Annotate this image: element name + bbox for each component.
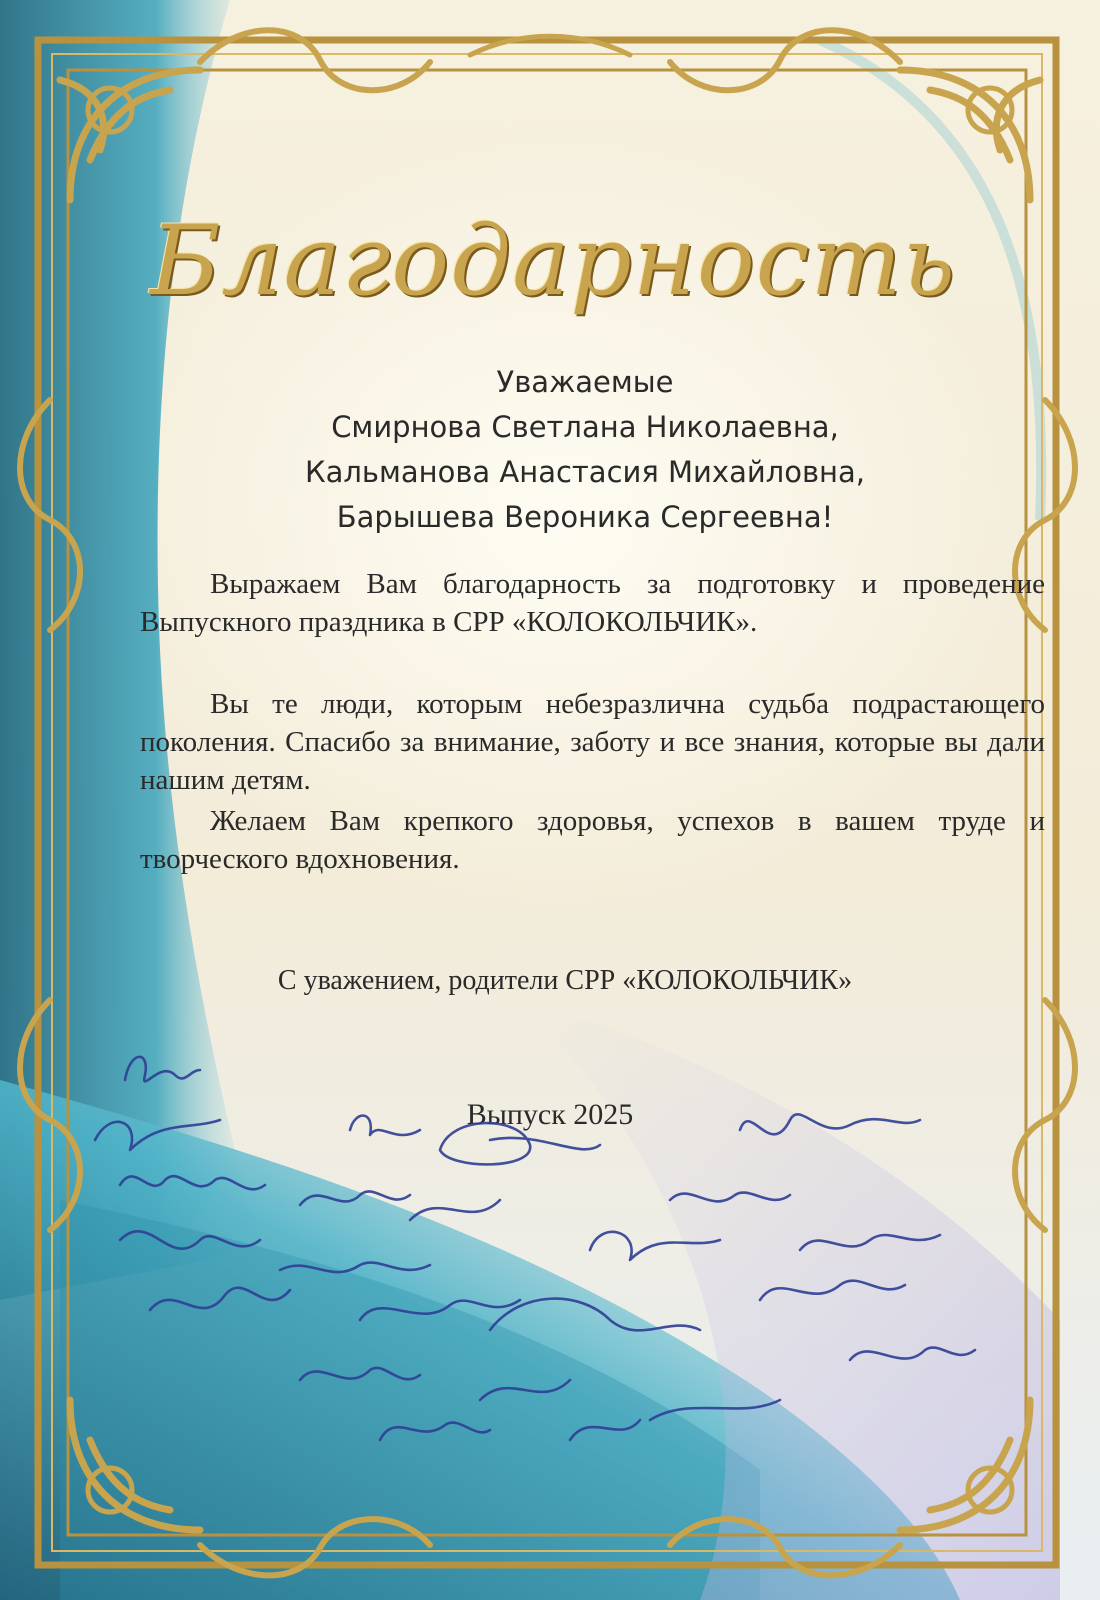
signature (300, 1368, 420, 1380)
signature (760, 1281, 905, 1300)
signature (280, 1263, 430, 1273)
paragraph-gratitude: Выражаем Вам благодарность за подготовку и проведение Выпускного праздника в СРР «КОЛОКОЛЬЧИК». (140, 568, 1045, 638)
signature (350, 1116, 420, 1135)
signature (300, 1191, 410, 1205)
release-year: Выпуск 2025 (466, 1098, 634, 1131)
signature (740, 1114, 920, 1134)
signature (670, 1193, 790, 1202)
signature (125, 1057, 200, 1082)
signature (480, 1380, 570, 1400)
recipient-name: Барышева Вероника Сергеевна! (336, 500, 834, 534)
signature (150, 1288, 290, 1310)
signature (380, 1423, 490, 1440)
signature (120, 1231, 260, 1248)
recipient-name: Смирнова Светлана Николаевна, (331, 410, 839, 444)
signature (850, 1348, 975, 1360)
signature (490, 1299, 700, 1331)
regards-line: С уважением, родители СРР «КОЛОКОЛЬЧИК» (277, 965, 853, 996)
signature (360, 1300, 520, 1320)
signature (440, 1123, 600, 1164)
signature (800, 1235, 940, 1250)
signature (590, 1232, 720, 1260)
signature (410, 1200, 500, 1220)
greeting: Уважаемые (496, 365, 674, 399)
signature (95, 1120, 220, 1150)
signature (120, 1176, 265, 1189)
signature (570, 1400, 780, 1440)
recipient-name: Кальманова Анастасия Михайловна, (304, 455, 866, 489)
paragraph-wishes: Желаем Вам крепкого здоровья, успехов в вашем труде и творческого вдохновения. (140, 805, 1045, 875)
certificate-title: Благодарность (150, 205, 956, 317)
paragraph-people: Вы те люди, которым небезразлична судьба подрастающего поколения. Спасибо за внимание, заботу и все знания, которые вы дали нашим детям. (140, 688, 1045, 796)
